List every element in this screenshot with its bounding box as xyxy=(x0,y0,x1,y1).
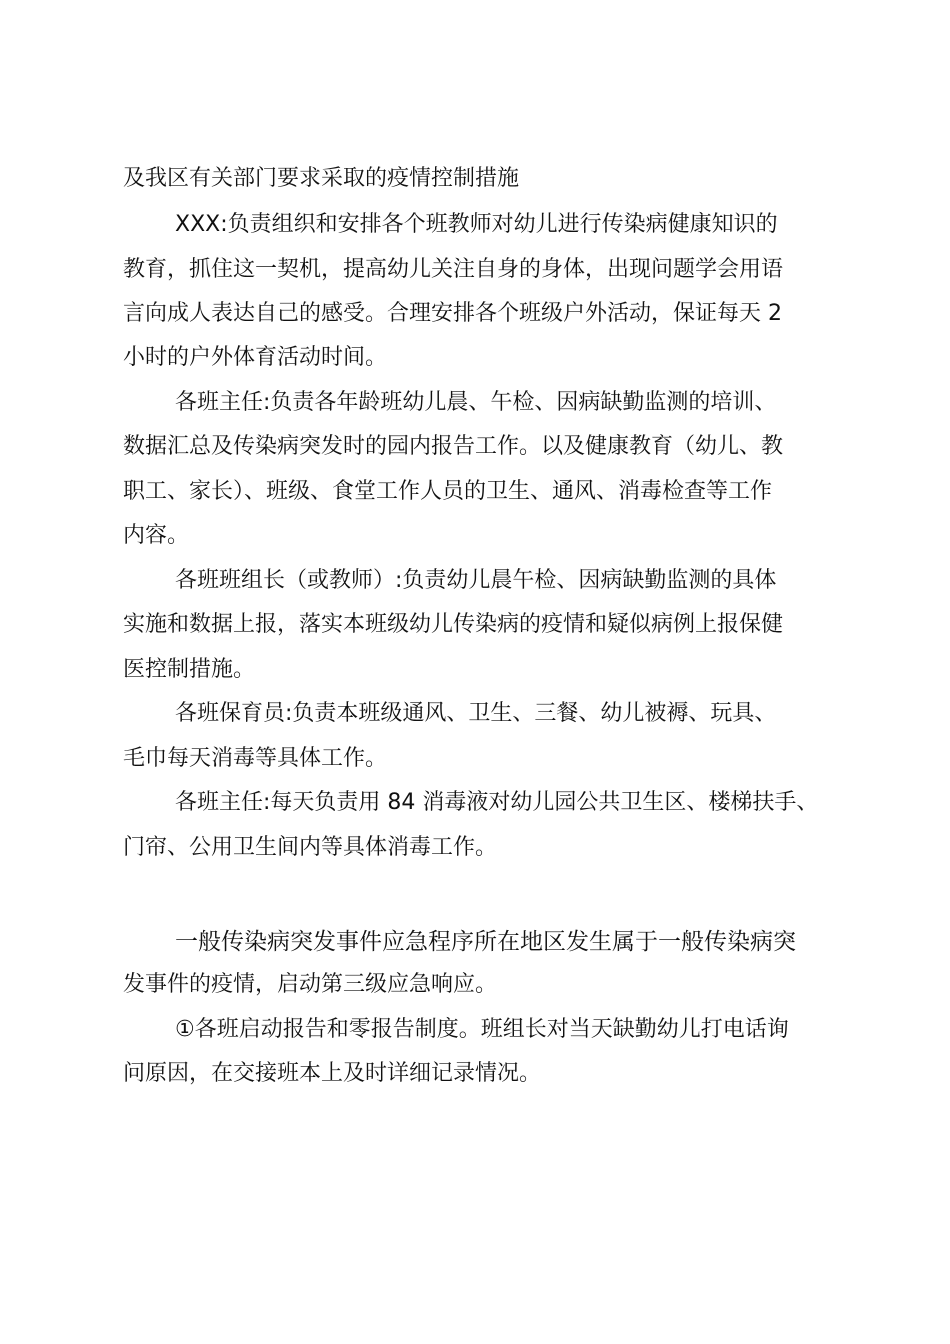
text-line: 职工、家长）、班级、食堂工作人员的卫生、通风、消毒检查等工作 xyxy=(123,479,773,504)
text-line: ①各班启动报告和零报告制度。班组长对当天缺勤幼儿打电话询 xyxy=(175,1017,789,1042)
text-line: 各班主任:每天负责用 84 消毒液对幼儿园公共卫生区、楼梯扶手、 xyxy=(175,790,819,815)
text-line: 问原因，在交接班本上及时详细记录情况。 xyxy=(123,1061,542,1086)
text-line: 毛巾每天消毒等具体工作。 xyxy=(123,746,388,771)
text-line: 小时的户外体育活动时间。 xyxy=(123,345,388,370)
text-line: 实施和数据上报，落实本班级幼儿传染病的疫情和疑似病例上报保健 xyxy=(123,612,784,637)
text-line: 各班主任:负责各年龄班幼儿晨、午检、因病缺勤监测的培训、 xyxy=(175,390,777,415)
text-line: 一般传染病突发事件应急程序所在地区发生属于一般传染病突 xyxy=(175,929,796,955)
text-line: 发事件的疫情，启动第三级应急响应。 xyxy=(123,972,498,997)
text-line: 言向成人表达自己的感受。合理安排各个班级户外活动，保证每天 2 xyxy=(123,301,782,326)
text-line: 及我区有关部门要求采取的疫情控制措施 xyxy=(123,166,520,191)
text-line: 门帘、公用卫生间内等具体消毒工作。 xyxy=(123,835,498,860)
text-line: 内容。 xyxy=(123,523,190,548)
text-line: XXX:负责组织和安排各个班教师对幼儿进行传染病健康知识的 xyxy=(175,212,778,237)
text-line: 各班保育员:负责本班级通风、卫生、三餐、幼儿被褥、玩具、 xyxy=(175,701,777,726)
text-line: 数据汇总及传染病突发时的园内报告工作。以及健康教育（幼儿、教 xyxy=(123,434,784,459)
text-line: 各班班组长（或教师）:负责幼儿晨午检、因病缺勤监测的具体 xyxy=(175,568,777,593)
text-line: 教育，抓住这一契机，提高幼儿关注自身的身体，出现问题学会用语 xyxy=(123,257,784,282)
text-line: 医控制措施。 xyxy=(123,657,256,682)
